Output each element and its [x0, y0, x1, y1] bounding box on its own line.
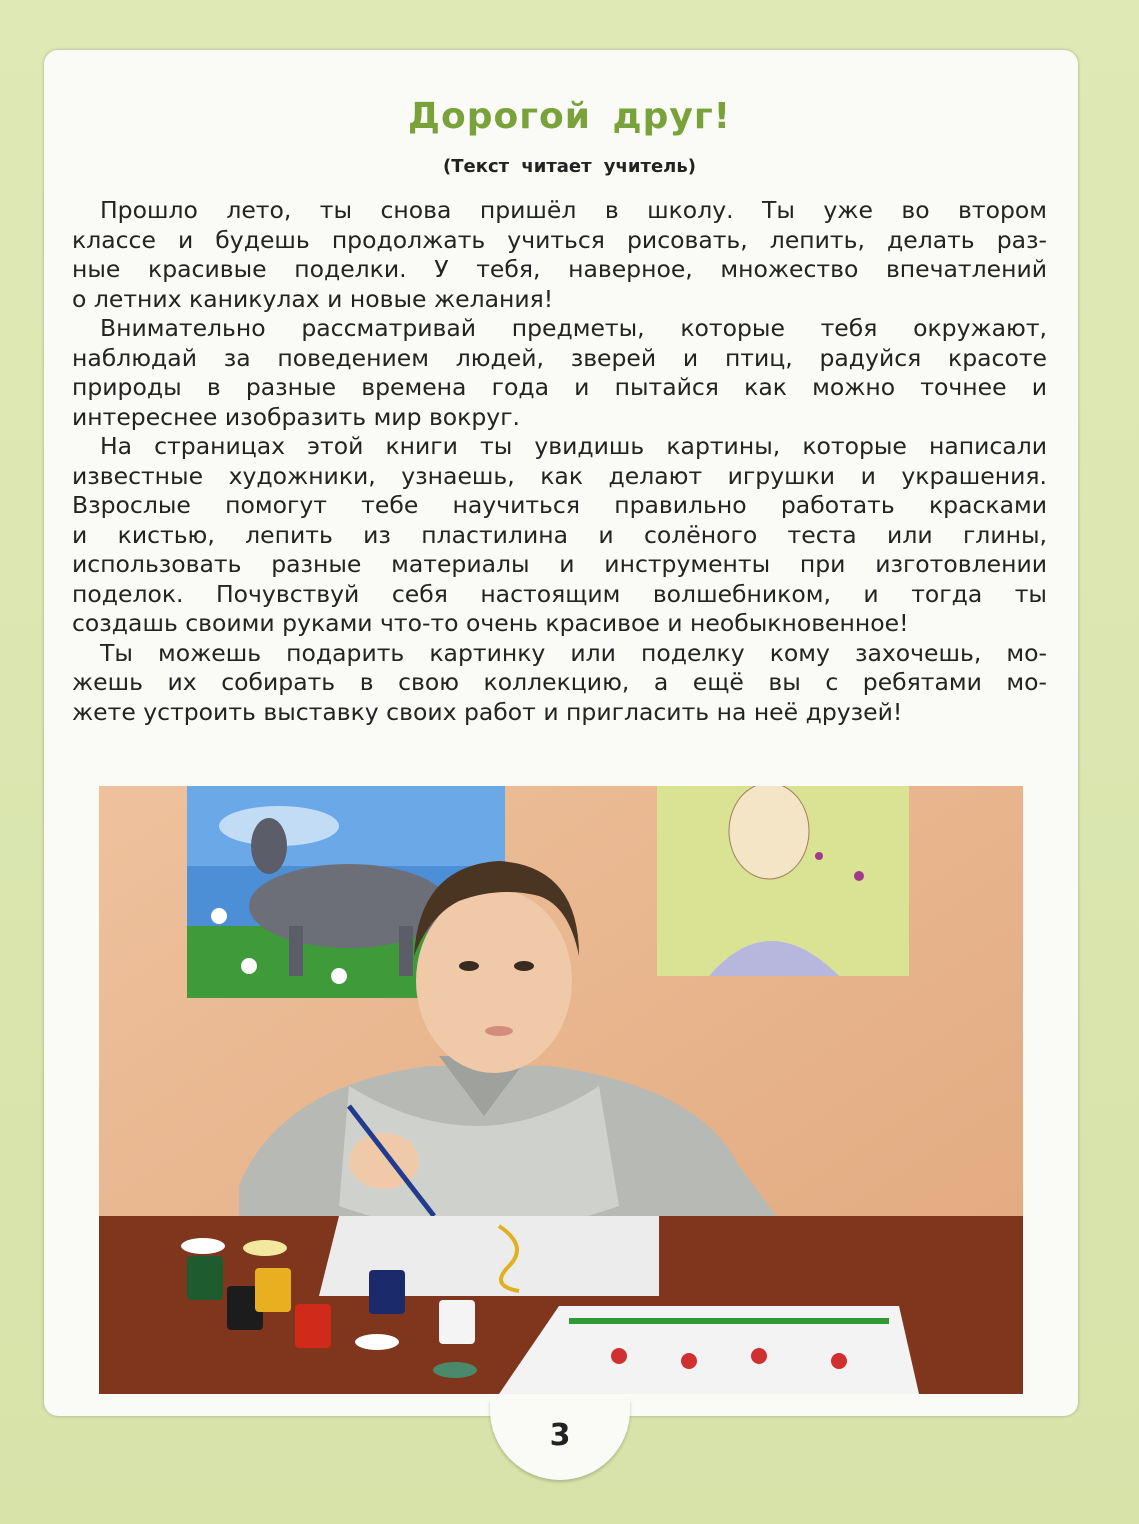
text-line: Прошло лето, ты снова пришёл в школу. Ты уже во втором [100, 196, 1047, 224]
text-line: природы в разные времена года и пытайся как можно точнее и [72, 373, 1047, 401]
text-line: жешь их собирать в свою коллекцию, а ещё вы с ребятами мо- [72, 668, 1047, 696]
wall-painting-portrait [657, 786, 909, 976]
paragraph-1 [72, 196, 1047, 314]
text-line: Взрослые помогут тебе научиться правильно работать красками [72, 491, 1047, 519]
text-line: интереснее изобразить мир вокруг. [72, 402, 521, 431]
text-line: создашь своими руками что-то очень красивое и необыкновенное! [72, 609, 909, 637]
text-line: На страницах этой книги ты увидишь картины, которые написали [100, 432, 1047, 460]
page-title: Дорогой друг! [407, 96, 732, 137]
body-text [72, 196, 1047, 727]
text-line: Ты можешь подарить картинку или поделку кому захочешь, мо- [100, 638, 1047, 667]
paragraph-2 [72, 314, 1047, 432]
page-number: 3 [549, 1418, 571, 1453]
text-line: классе и будешь продолжать учиться рисовать, лепить, делать раз- [72, 225, 1047, 254]
text-line: ные красивые поделки. У тебя, наверное, множество впечатлений [72, 255, 1047, 283]
page-subtitle: (Текст читает учитель) [443, 156, 696, 177]
text-line: и кистью, лепить из пластилина и солёного теста или глины, [72, 520, 1047, 549]
text-line: известные художники, узнаешь, как делают игрушки и украшения. [72, 461, 1047, 490]
text-line: о летних каникулах и новые желания! [72, 284, 554, 313]
text-line: использовать разные материалы и инструменты при изготовлении [72, 550, 1047, 578]
text-line: жете устроить выставку своих работ и пригласить на неё друзей! [72, 697, 903, 726]
paragraph-3 [72, 432, 1047, 639]
text-line: наблюдай за поведением людей, зверей и птиц, радуйся красоте [72, 343, 1047, 372]
boy-painting-photo [99, 786, 1023, 1394]
text-line: Внимательно рассматривай предметы, которые тебя окружают, [100, 314, 1047, 342]
text-line: поделок. Почувствуй себя настоящим волшебником, и тогда ты [72, 579, 1047, 608]
flower-painting [499, 1306, 919, 1394]
photo-illustration [99, 786, 1023, 1394]
paragraph-4 [72, 639, 1047, 728]
